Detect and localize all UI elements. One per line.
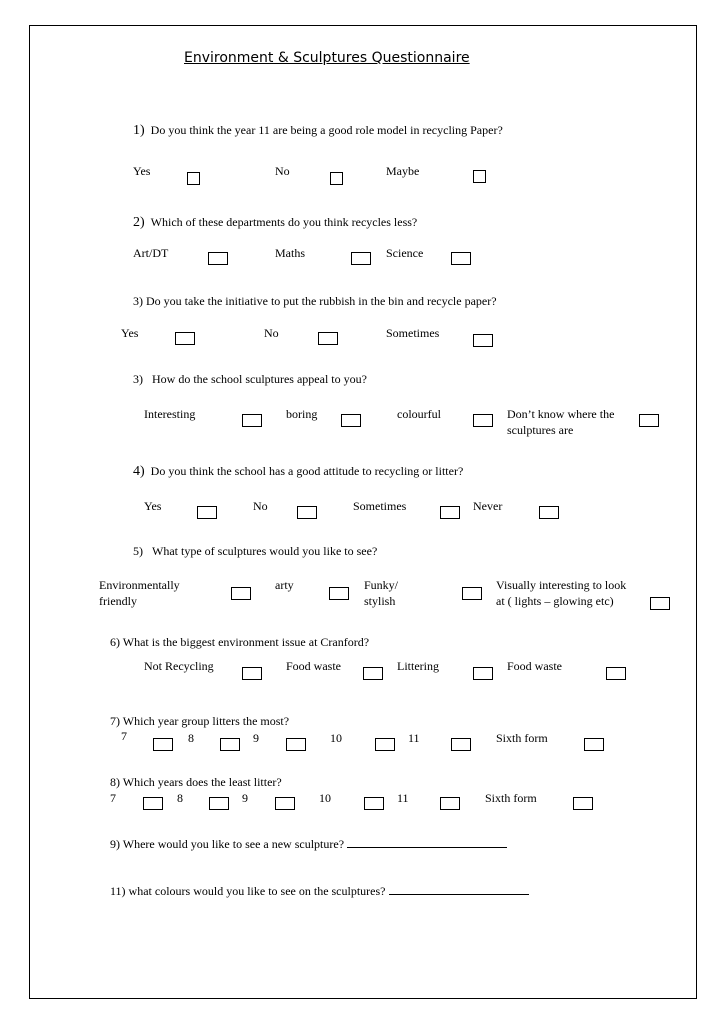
q8-checkbox-7[interactable] bbox=[143, 797, 163, 810]
q3b-option-dontknow: Don’t know where the bbox=[507, 407, 615, 421]
q11-question bbox=[110, 883, 529, 899]
q4-option-yes: Yes bbox=[144, 499, 162, 513]
q5-option-environmentally-line2: friendly bbox=[99, 594, 137, 608]
q5-option-funky: Funky/ bbox=[364, 578, 399, 592]
q4-option-sometimes: Sometimes bbox=[353, 499, 407, 513]
q3b-checkbox-interesting[interactable] bbox=[242, 414, 262, 427]
q7-checkbox-7[interactable] bbox=[153, 738, 173, 751]
q5-option-arty: arty bbox=[275, 578, 294, 592]
q1-option-no: No bbox=[275, 164, 290, 178]
q5-checkbox-visually[interactable] bbox=[650, 597, 670, 610]
q2-question bbox=[133, 214, 417, 231]
q6-checkbox-not-recycling[interactable] bbox=[242, 667, 262, 680]
q3b-text: How do the school sculptures appeal to you? bbox=[152, 372, 367, 386]
q7-checkbox-sixth-form[interactable] bbox=[584, 738, 604, 751]
q5-checkbox-funky[interactable] bbox=[462, 587, 482, 600]
q7-checkbox-10[interactable] bbox=[375, 738, 395, 751]
q6-option-food-waste: Food waste bbox=[286, 659, 341, 673]
page-title: Environment & Sculptures Questionnaire bbox=[184, 50, 470, 66]
q3a-checkbox-sometimes[interactable] bbox=[473, 334, 493, 347]
q4-text: Do you think the school has a good attitude to recycling or litter? bbox=[150, 464, 464, 478]
q1-question bbox=[133, 122, 503, 139]
q5-checkbox-environmentally[interactable] bbox=[231, 587, 251, 600]
q3b-option-colourful: colourful bbox=[397, 407, 441, 421]
q6-checkbox-food-waste-2[interactable] bbox=[606, 667, 626, 680]
q3b-option-interesting: Interesting bbox=[144, 407, 196, 421]
q8-checkbox-8[interactable] bbox=[209, 797, 229, 810]
q8-option-11: 11 bbox=[397, 791, 409, 805]
q8-checkbox-9[interactable] bbox=[275, 797, 295, 810]
q8-checkbox-10[interactable] bbox=[364, 797, 384, 810]
q8-option-10: 10 bbox=[319, 791, 331, 805]
q7-checkbox-8[interactable] bbox=[220, 738, 240, 751]
q9-text: 9) Where would you like to see a new sculpture? bbox=[110, 837, 345, 851]
q4-checkbox-never[interactable] bbox=[539, 506, 559, 519]
q9-question bbox=[110, 836, 507, 852]
q9-answer-line[interactable] bbox=[347, 836, 507, 848]
q3a-option-sometimes: Sometimes bbox=[386, 326, 440, 340]
q8-option-7: 7 bbox=[110, 791, 116, 805]
q6-checkbox-food-waste[interactable] bbox=[363, 667, 383, 680]
q5-option-visually-line2: at ( lights – glowing etc) bbox=[496, 594, 614, 608]
q1-checkbox-maybe[interactable] bbox=[473, 170, 486, 183]
q2-option-maths: Maths bbox=[275, 246, 305, 260]
q5-text: What type of sculptures would you like to see? bbox=[152, 544, 378, 558]
q2-number: 2) bbox=[133, 215, 145, 230]
q3b-checkbox-dontknow[interactable] bbox=[639, 414, 659, 427]
q3b-option-dontknow-line2: sculptures are bbox=[507, 423, 574, 437]
q11-answer-line[interactable] bbox=[389, 883, 529, 895]
q3a-option-no: No bbox=[264, 326, 279, 340]
q1-option-yes: Yes bbox=[133, 164, 151, 178]
q7-option-sixth-form: Sixth form bbox=[496, 731, 548, 745]
q5-option-visually: Visually interesting to look bbox=[496, 578, 627, 592]
q2-checkbox-artdt[interactable] bbox=[208, 252, 228, 265]
q8-option-8: 8 bbox=[177, 791, 183, 805]
q3b-checkbox-boring[interactable] bbox=[341, 414, 361, 427]
q11-text: 11) what colours would you like to see on the sculptures? bbox=[110, 884, 386, 898]
q8-option-9: 9 bbox=[242, 791, 248, 805]
q6-question: 6) What is the biggest environment issue at Cranford? bbox=[110, 635, 370, 649]
q3a-question: 3) Do you take the initiative to put the rubbish in the bin and recycle paper? bbox=[133, 294, 497, 308]
q8-option-sixth-form: Sixth form bbox=[485, 791, 537, 805]
q2-checkbox-science[interactable] bbox=[451, 252, 471, 265]
q6-option-littering: Littering bbox=[397, 659, 439, 673]
q4-checkbox-sometimes[interactable] bbox=[440, 506, 460, 519]
q5-number: 5) bbox=[133, 544, 143, 558]
q7-question: 7) Which year group litters the most? bbox=[110, 714, 290, 728]
q3b-checkbox-colourful[interactable] bbox=[473, 414, 493, 427]
q7-option-11: 11 bbox=[408, 731, 420, 745]
q7-checkbox-11[interactable] bbox=[451, 738, 471, 751]
q5-question bbox=[133, 543, 377, 559]
q6-checkbox-littering[interactable] bbox=[473, 667, 493, 680]
q6-option-not-recycling: Not Recycling bbox=[144, 659, 214, 673]
q7-option-10: 10 bbox=[330, 731, 342, 745]
q3b-question bbox=[133, 371, 367, 387]
q3b-number: 3) bbox=[133, 372, 143, 386]
q4-option-no: No bbox=[253, 499, 268, 513]
q5-checkbox-arty[interactable] bbox=[329, 587, 349, 600]
q3a-checkbox-yes[interactable] bbox=[175, 332, 195, 345]
q7-option-7: 7 bbox=[121, 729, 127, 743]
q4-number: 4) bbox=[133, 464, 145, 479]
q6-option-food-waste-2: Food waste bbox=[507, 659, 562, 673]
q1-option-maybe: Maybe bbox=[386, 164, 420, 178]
q3a-option-yes: Yes bbox=[121, 326, 139, 340]
q3b-option-boring: boring bbox=[286, 407, 318, 421]
q1-text: Do you think the year 11 are being a good role model in recycling Paper? bbox=[150, 123, 503, 137]
q4-option-never: Never bbox=[473, 499, 503, 513]
q8-question: 8) Which years does the least litter? bbox=[110, 775, 282, 789]
q2-option-science: Science bbox=[386, 246, 424, 260]
q2-checkbox-maths[interactable] bbox=[351, 252, 371, 265]
q8-checkbox-11[interactable] bbox=[440, 797, 460, 810]
q2-option-artdt: Art/DT bbox=[133, 246, 169, 260]
q8-checkbox-sixth-form[interactable] bbox=[573, 797, 593, 810]
q1-checkbox-no[interactable] bbox=[330, 172, 343, 185]
q7-option-8: 8 bbox=[188, 731, 194, 745]
q7-option-9: 9 bbox=[253, 731, 259, 745]
q1-number: 1) bbox=[133, 123, 145, 138]
q4-checkbox-yes[interactable] bbox=[197, 506, 217, 519]
q2-text: Which of these departments do you think recycles less? bbox=[150, 215, 418, 229]
q5-option-environmentally: Environmentally bbox=[99, 578, 180, 592]
q7-checkbox-9[interactable] bbox=[286, 738, 306, 751]
q4-checkbox-no[interactable] bbox=[297, 506, 317, 519]
q4-question bbox=[133, 463, 463, 480]
q1-checkbox-yes[interactable] bbox=[187, 172, 200, 185]
q5-option-funky-line2: stylish bbox=[364, 594, 396, 608]
q3a-checkbox-no[interactable] bbox=[318, 332, 338, 345]
